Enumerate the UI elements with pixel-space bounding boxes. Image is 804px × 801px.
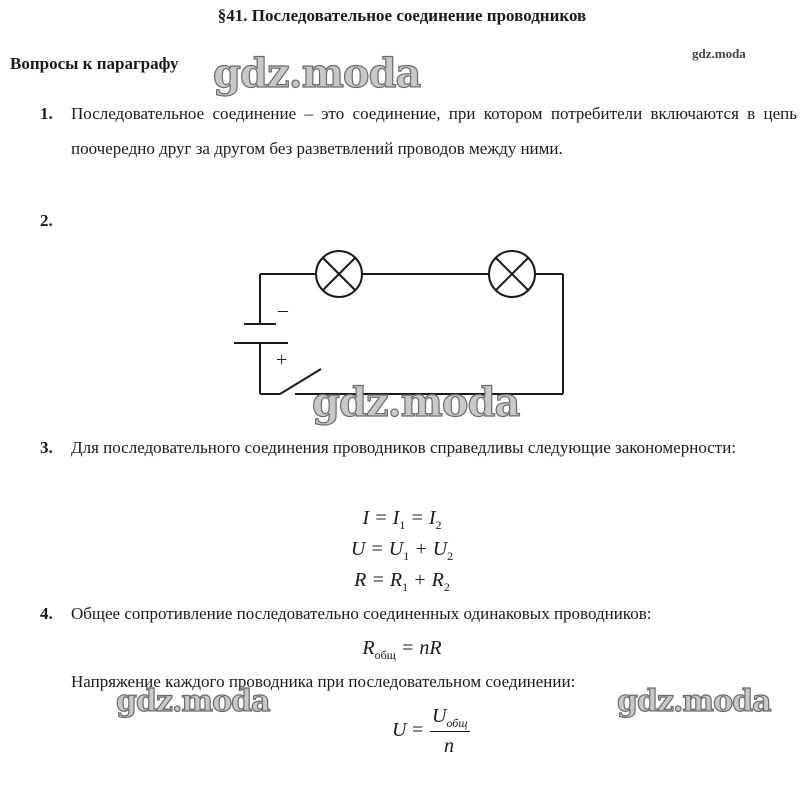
question-3-number: 3. — [40, 438, 53, 457]
section-heading: Вопросы к параграфу — [10, 54, 179, 73]
formula-voltage: $U = U_1 + U_2$ — [350, 538, 454, 563]
watermark-large: gdz.moda — [116, 684, 270, 719]
question-1-number: 1. — [40, 104, 53, 123]
formula-voltage-each: U = $U_{общ}$ n — [392, 705, 482, 757]
formula-current: $I = I_1 = I_2$ — [362, 507, 442, 532]
watermark-large: gdz.moda — [213, 50, 421, 97]
battery-minus-label: – — [278, 299, 288, 321]
question-1-text: Последовательное соединение – это соединение, при котором потребители включаются в цепь поочередно друг за другом без разветвлений проводов между ними. — [71, 104, 797, 158]
watermark-large: gdz.moda — [617, 684, 771, 719]
question-2-number: 2. — [40, 211, 53, 230]
watermark-large: gdz.moda — [312, 379, 520, 426]
question-4-number: 4. — [40, 604, 53, 623]
question-3-text: Для последовательного соединения проводников справедливы следующие закономерности: — [71, 438, 737, 457]
lamp-2-icon — [489, 251, 535, 297]
formula-total-resistance: $R_{общ}$ = nR — [362, 637, 442, 662]
watermark-small: gdz.moda — [692, 46, 746, 61]
question-4-text-2: Напряжение каждого проводника при последовательном соединении: — [71, 672, 576, 691]
question-4-text: Общее сопротивление последовательно соединенных одинаковых проводников: — [71, 604, 652, 623]
lamp-1-icon — [316, 251, 362, 297]
formula-resistance: $R = R_1 + R_2$ — [354, 569, 450, 594]
page-title: §41. Последовательное соединение проводников — [217, 6, 587, 25]
fraction-bar — [430, 731, 470, 732]
battery-plus-label: + — [276, 349, 288, 371]
